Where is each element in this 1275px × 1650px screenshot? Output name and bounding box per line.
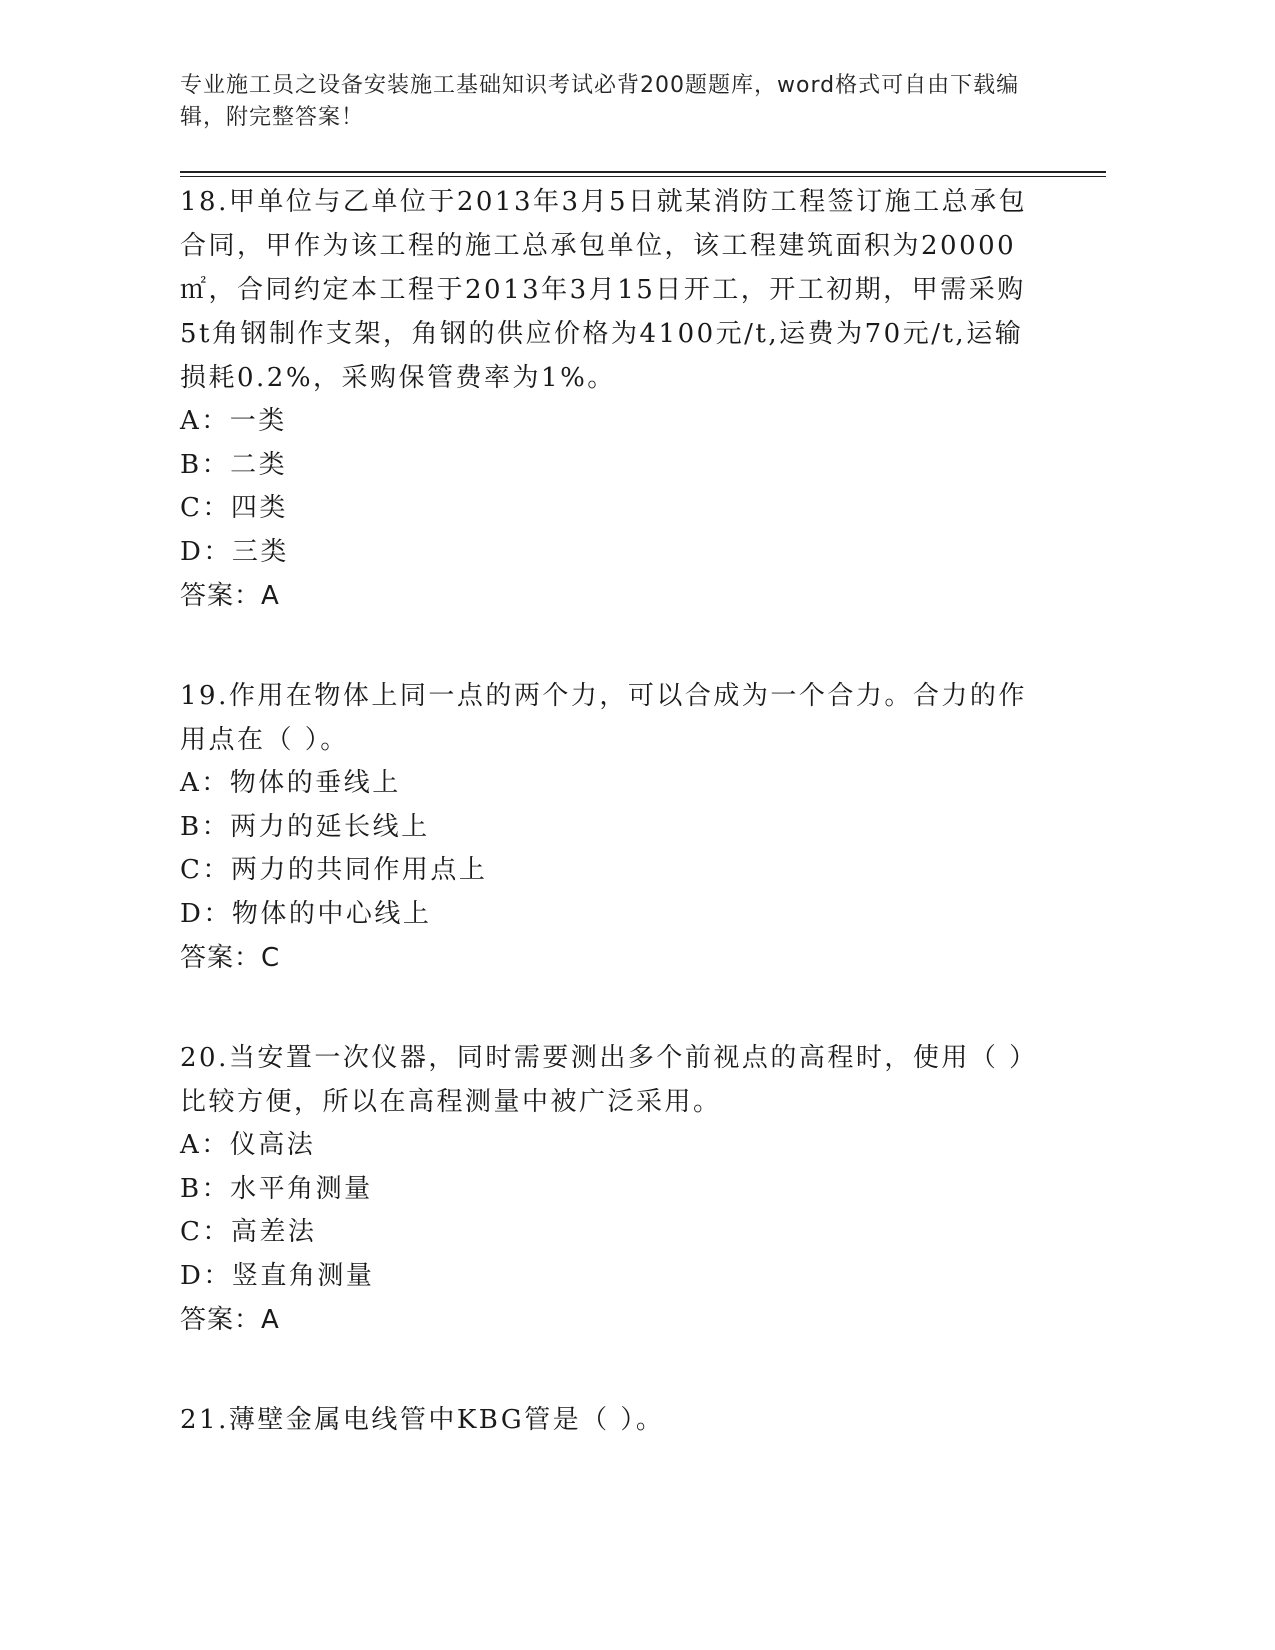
option-d: D：物体的中心线上 — [180, 898, 432, 929]
header-title: 专业施工员之设备安装施工基础知识考试必背200题题库，word格式可自由下载编辑，附完整答案！ — [180, 73, 1020, 130]
option-a: A：物体的垂线上 — [180, 768, 401, 798]
question-19 — [180, 674, 1040, 980]
option-d: D：竖直角测量 — [180, 1260, 375, 1291]
question-18 — [180, 180, 1040, 618]
question-stem: 21.薄壁金属电线管中KBG管是（ ）。 — [180, 1405, 665, 1435]
header-divider-thick — [180, 171, 1106, 173]
question-20 — [180, 1036, 1040, 1342]
question-stem: 20.当安置一次仪器，同时需要测出多个前视点的高程时，使用（ ）比较方便，所以在高程测量中被广泛采用。 — [180, 1043, 1038, 1117]
question-stem: 18.甲单位与乙单位于2013年3月5日就某消防工程签订施工总承包合同，甲作为该工程的施工总承包单位，该工程建筑面积为20000㎡，合同约定本工程于2013年3月15日开工，开工初期，甲需采购5t角钢制作支架，角钢的供应价格为4100元/t,运费为70元/t,运输损耗0.2%，采购保管费率为1%。 — [180, 187, 1028, 393]
option-d: D：三类 — [180, 536, 289, 567]
question-stem: 19.作用在物体上同一点的两个力，可以合成为一个合力。合力的作用点在（ ）。 — [180, 681, 1027, 755]
option-b: B：二类 — [180, 449, 288, 480]
answer-key: 答案：C — [180, 943, 281, 973]
question-21 — [180, 1398, 1040, 1442]
option-a: A：仪高法 — [180, 1130, 316, 1160]
answer-key: 答案：A — [180, 581, 280, 611]
option-c: C：四类 — [180, 493, 288, 523]
option-c: C：高差法 — [180, 1217, 317, 1247]
question-list — [180, 180, 1040, 1498]
option-b: B：两力的延长线上 — [180, 811, 430, 842]
option-a: A：一类 — [180, 406, 287, 436]
option-c: C：两力的共同作用点上 — [180, 855, 488, 885]
option-b: B：水平角测量 — [180, 1173, 373, 1204]
header-divider-thin — [180, 176, 1106, 177]
answer-key: 答案：A — [180, 1305, 280, 1335]
document-header — [180, 70, 1040, 134]
